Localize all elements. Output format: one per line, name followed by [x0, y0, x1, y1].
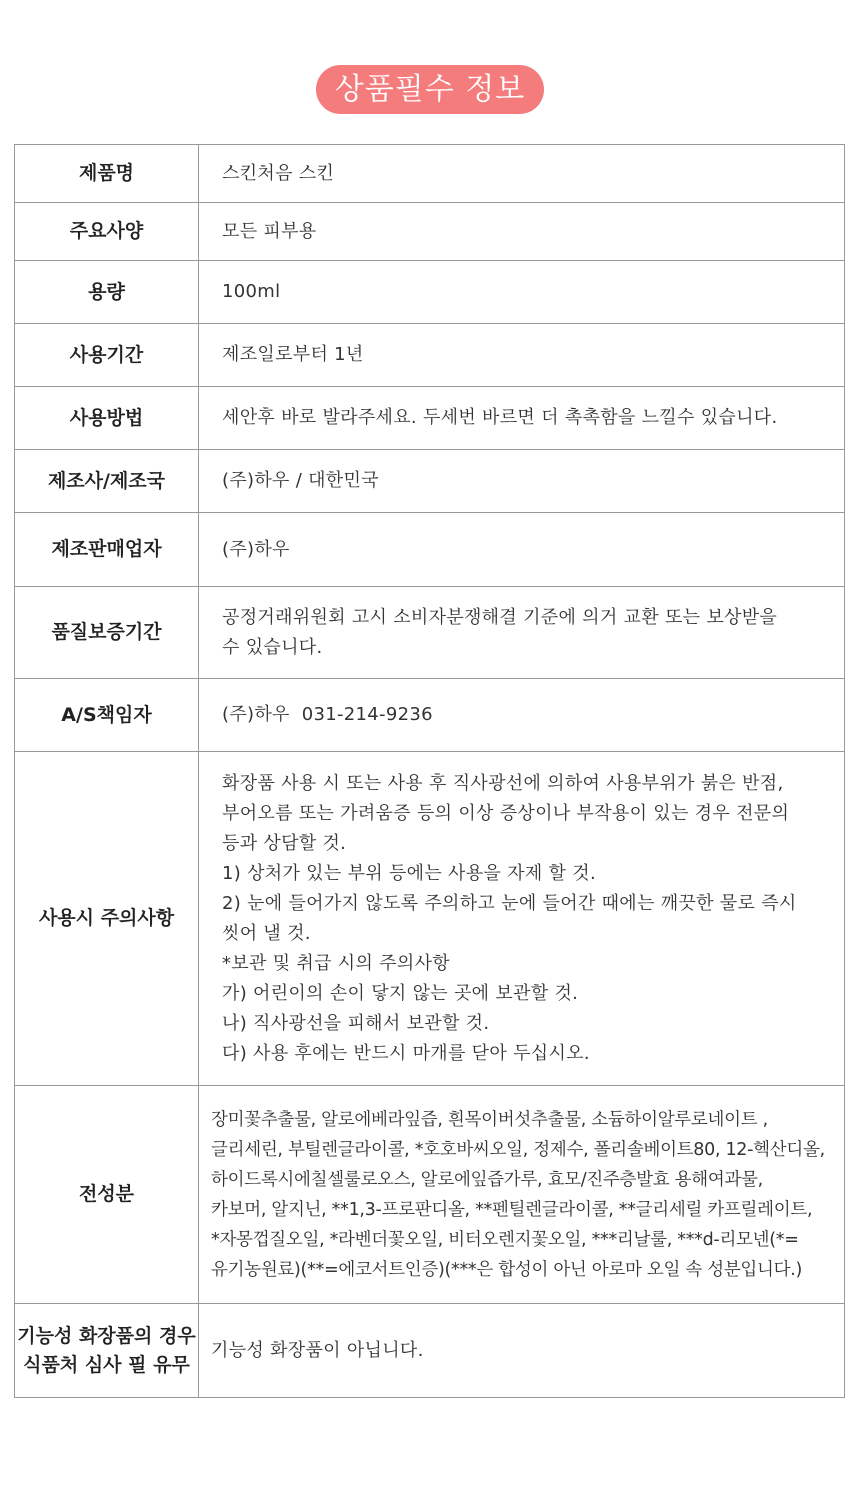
value-line: 글리세린, 부틸렌글라이콜, *호호바씨오일, 정제수, 폴리솔베이트80, 12-헥산디올, — [211, 1139, 825, 1160]
value-line: 나) 직사광선을 피해서 보관할 것. — [222, 1012, 490, 1034]
table-row — [15, 387, 845, 450]
value-line: 다) 사용 후에는 반드시 마개를 닫아 두십시오. — [222, 1042, 590, 1064]
table-row — [15, 1086, 845, 1304]
table-row — [15, 587, 845, 679]
table-row — [15, 679, 845, 752]
table-row — [15, 450, 845, 513]
row-label: 품질보증기간 — [15, 587, 199, 679]
row-label: 용량 — [15, 261, 199, 324]
value-line: 장미꽃추출물, 알로에베라잎즙, 흰목이버섯추출물, 소듐하이알루로네이트 , — [211, 1109, 768, 1130]
table-row — [15, 1304, 845, 1398]
row-label: 사용방법 — [15, 387, 199, 450]
table-row — [15, 752, 845, 1086]
row-value: (주)하우 031-214-9236 — [199, 679, 845, 752]
row-value: 스킨처음 스킨 — [199, 145, 845, 203]
page-title: 상품필수 정보 — [316, 65, 544, 114]
value-line: 등과 상담할 것. — [222, 832, 347, 854]
table-row — [15, 203, 845, 261]
row-value — [199, 587, 845, 679]
value-line: 공정거래위원회 고시 소비자분쟁해결 기준에 의거 교환 또는 보상받을 — [222, 606, 778, 628]
value-line: 씻어 낼 것. — [222, 922, 311, 944]
product-info-table — [14, 144, 845, 1398]
row-value: 제조일로부터 1년 — [199, 324, 845, 387]
table-row — [15, 324, 845, 387]
row-value: (주)하우 — [199, 513, 845, 587]
row-label: 사용시 주의사항 — [15, 752, 199, 1086]
value-line: *보관 및 취급 시의 주의사항 — [222, 952, 450, 974]
row-label: 전성분 — [15, 1086, 199, 1304]
row-label: 제품명 — [15, 145, 199, 203]
row-value: 100ml — [199, 261, 845, 324]
value-line: 카보머, 알지닌, **1,3-프로판디올, **펜틸렌글라이콜, **글리세릴 카프릴레이트, — [211, 1199, 813, 1220]
row-value — [199, 1086, 845, 1304]
value-line: 가) 어린이의 손이 닿지 않는 곳에 보관할 것. — [222, 982, 579, 1004]
value-line: 하이드록시에칠셀룰로오스, 알로에잎즙가루, 효모/진주층발효 용해여과물, — [211, 1169, 763, 1190]
value-line: 1) 상처가 있는 부위 등에는 사용을 자제 할 것. — [222, 862, 596, 884]
value-line: 부어오름 또는 가려움증 등의 이상 증상이나 부작용이 있는 경우 전문의 — [222, 802, 790, 824]
value-line: 유기농원료)(**=에코서트인증)(***은 합성이 아닌 아로마 오일 속 성분입니다.) — [211, 1259, 803, 1280]
value-line: *자몽껍질오일, *라벤더꽃오일, 비터오렌지꽃오일, ***리날룰, ***d-리모넨(*= — [211, 1229, 799, 1250]
table-row — [15, 145, 845, 203]
table-row — [15, 513, 845, 587]
row-value: 모든 피부용 — [199, 203, 845, 261]
row-label: 사용기간 — [15, 324, 199, 387]
label-line: 기능성 화장품의 경우 — [17, 1324, 196, 1347]
table-row — [15, 261, 845, 324]
row-label: 주요사양 — [15, 203, 199, 261]
value-line: 화장품 사용 시 또는 사용 후 직사광선에 의하여 사용부위가 붉은 반점, — [222, 772, 784, 794]
row-value: (주)하우 / 대한민국 — [199, 450, 845, 513]
row-value: 세안후 바로 발라주세요. 두세번 바르면 더 촉촉함을 느낄수 있습니다. — [199, 387, 845, 450]
row-label: 제조판매업자 — [15, 513, 199, 587]
row-value — [199, 752, 845, 1086]
label-line: 식품처 심사 필 유무 — [23, 1353, 190, 1376]
row-label: 제조사/제조국 — [15, 450, 199, 513]
value-line: 2) 눈에 들어가지 않도록 주의하고 눈에 들어간 때에는 깨끗한 물로 즉시 — [222, 892, 797, 914]
value-line: 수 있습니다. — [222, 636, 323, 658]
row-label — [15, 1304, 199, 1398]
row-value: 기능성 화장품이 아닙니다. — [199, 1304, 845, 1398]
row-label: A/S책임자 — [15, 679, 199, 752]
